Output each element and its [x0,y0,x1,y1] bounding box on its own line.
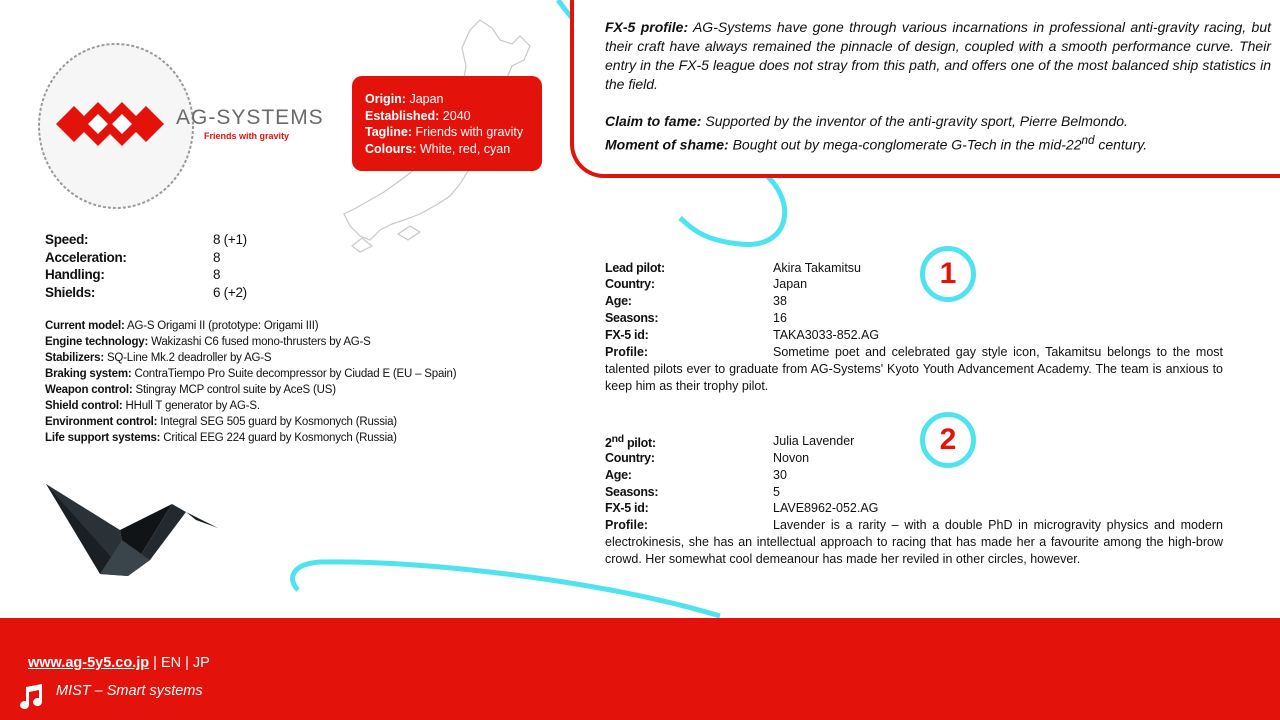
website-link[interactable]: www.ag-5y5.co.jp [28,655,150,671]
colours-row: Colours: White, red, cyan [365,141,511,156]
system-weapon: Weapon control: Stingray MCP control suite by AceS (US) [45,384,336,396]
footer [0,618,1280,720]
music-note-icon [18,683,44,711]
cyan-swoosh-bottom [293,562,720,616]
system-stabilizers: Stabilizers: SQ-Line Mk.2 deadroller by AG-S [45,352,272,364]
pilot2-country-label: Country: [605,451,655,465]
pilot1-id-label: FX-5 id: [605,328,649,342]
system-current-model: Current model: AG-S Origami II (prototype: Origami III) [45,320,319,332]
pilot1-profile: Profile: Sometime poet and celebrated gay style icon, Takamitsu belongs to the most talented pilots ever to graduate from AG-Systems' Kyoto Youth Advancement Academy. The team is anxious to keep him as their trophy pilot. [605,345,1223,393]
pilot2-profile: Profile: Lavender is a rarity – with a double PhD in microgravity physics and modern electrokinesis, she has an intellectual approach to racing that has made her a favourite among the high-brow crowd. Her somewhat cool demeanour has made her reviled in other circles, however. [605,518,1223,566]
system-life-support: Life support systems: Critical EEG 224 guard by Kosmonych (Russia) [45,432,397,444]
pilot2-age: 30 [773,468,787,482]
logo-emblem-icon [36,42,194,210]
language-switcher[interactable]: | EN | JP [149,655,210,671]
pilot1-age-label: Age: [605,294,632,308]
tagline-row: Tagline: Friends with gravity [365,125,524,139]
pilot1-country-label: Country: [605,277,655,291]
pilot1-country: Japan [773,277,808,291]
pilot-number-badge: 1 [920,246,976,302]
claim-to-fame: Claim to fame: Supported by the inventor of the anti-gravity sport, Pierre Belmondo. [605,113,1128,129]
pilot1-seasons: 16 [773,311,787,325]
moment-of-shame: Moment of shame: Bought out by mega-conglomerate G-Tech in the mid-22nd century. [605,134,1148,153]
pilot1-seasons-label: Seasons: [605,311,659,325]
pilot2-id-label: FX-5 id: [605,501,649,515]
pilot2-country: Novon [773,451,810,465]
system-engine: Engine technology: Wakizashi C6 fused mono-thrusters by AG-S [45,336,371,348]
pilot-number-badge: 2 [920,412,976,468]
origin-row: Origin: Japan [365,92,444,106]
footer-tagline: MIST – Smart systems [56,683,203,699]
pilot2-id: LAVE8962-052.AG [773,501,879,515]
logo-tagline: Friends with gravity [204,131,290,141]
footer-links [28,655,210,671]
system-environment: Environment control: Integral SEG 505 guard by Kosmonych (Russia) [45,416,397,428]
pilot2-seasons: 5 [773,485,780,499]
pilot2-seasons-label: Seasons: [605,485,659,499]
team-profile [605,18,1271,155]
established-row: Established: 2040 [365,108,471,123]
logo [36,42,194,210]
pilot2-age-label: Age: [605,468,632,482]
pilot2-name: Julia Lavender [773,434,855,448]
origami-crane-icon [46,484,218,576]
fx5-profile-paragraph: FX-5 profile: AG-Systems have gone through various incarnations in professional anti-gravity racing, but their craft have always remained the pinnacle of design, coupled with a smooth performance curve. Their entry in the FX-5 league does not stray from this path, and offers one of the most balanced ship statistics in the field. [605,19,1271,92]
pilot1-id: TAKA3033-852.AG [773,328,880,342]
system-braking: Braking system: ContraTiempo Pro Suite decompressor by Ciudad E (EU – Spain) [45,368,457,380]
system-shield: Shield control: HHull T generator by AG-S. [45,400,260,412]
pilot2-role-label: 2nd pilot: [605,434,656,451]
logo-wordmark: AG-SYSTEMS [176,106,324,129]
pilot1-name: Akira Takamitsu [773,261,861,275]
origin-info-box [352,76,542,171]
pilot1-role-label: Lead pilot: [605,261,665,275]
pilot1-age: 38 [773,294,787,308]
